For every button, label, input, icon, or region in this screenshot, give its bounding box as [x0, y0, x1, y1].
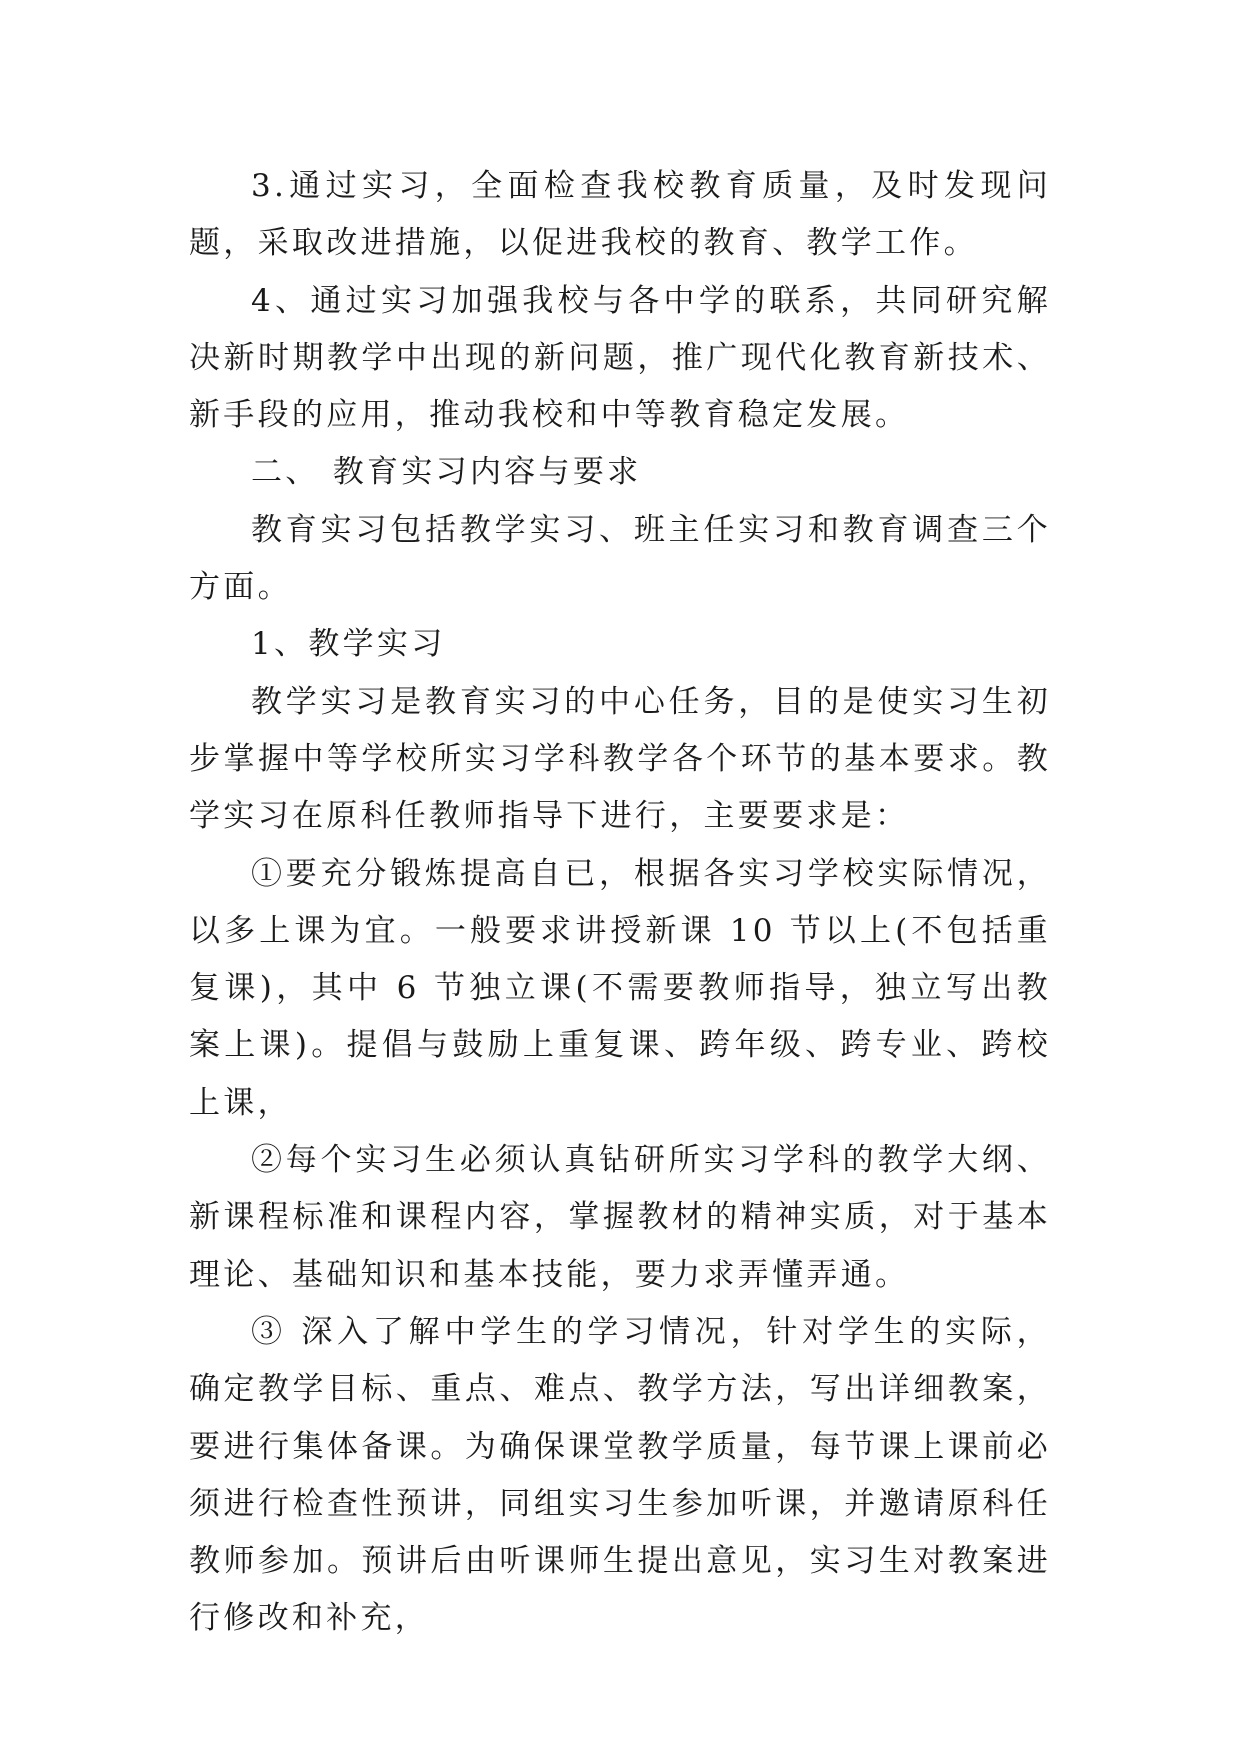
paragraph-4-school-links: 4、通过实习加强我校与各中学的联系，共同研究解决新时期教学中出现的新问题，推广现代化教育新技术、新手段的应用，推动我校和中等教育稳定发展。 [189, 282, 1051, 434]
paragraph-3-quality-check: 3.通过实习，全面检查我校教育质量，及时发现问题，采取改进措施，以促进我校的教育、教学工作。 [189, 168, 1051, 262]
list-item-2-study-curriculum: ②每个实习生必须认真钻研所实习学科的教学大纲、新课程标准和课程内容，掌握教材的精神实质，对于基本理论、基础知识和基本技能，要力求弄懂弄通。 [189, 1142, 1051, 1293]
document-body [189, 158, 1051, 1648]
paragraph-teaching-practice-intro: 教学实习是教育实习的中心任务，目的是使实习生初步掌握中等学校所实习学科教学各个环节的基本要求。教学实习在原科任教师指导下进行，主要要求是： [189, 683, 1051, 835]
paragraph-practice-scope: 教育实习包括教学实习、班主任实习和教育调查三个方面。 [189, 511, 1051, 606]
section-heading-content-requirements: 二、 教育实习内容与要求 [251, 454, 642, 491]
list-item-1-lessons: ①要充分锻炼提高自已，根据各实习学校实际情况，以多上课为宜。一般要求讲授新课 10 节以上(不包括重复课)，其中 6 节独立课(不需要教师指导，独立写出教案上课)。提倡与鼓励上重复课、跨年级、跨专业、跨校上课， [189, 855, 1051, 1121]
subheading-teaching-practice: 1、教学实习 [251, 626, 446, 663]
list-item-3-lesson-prep: ③ 深入了解中学生的学习情况，针对学生的实际，确定教学目标、重点、难点、教学方法，写出详细教案，要进行集体备课。为确保课堂教学质量，每节课上课前必须进行检查性预讲，同组实习生参加听课，并邀请原科任教师参加。预讲后由听课师生提出意见，实习生对教案进行修改和补充， [189, 1313, 1051, 1637]
